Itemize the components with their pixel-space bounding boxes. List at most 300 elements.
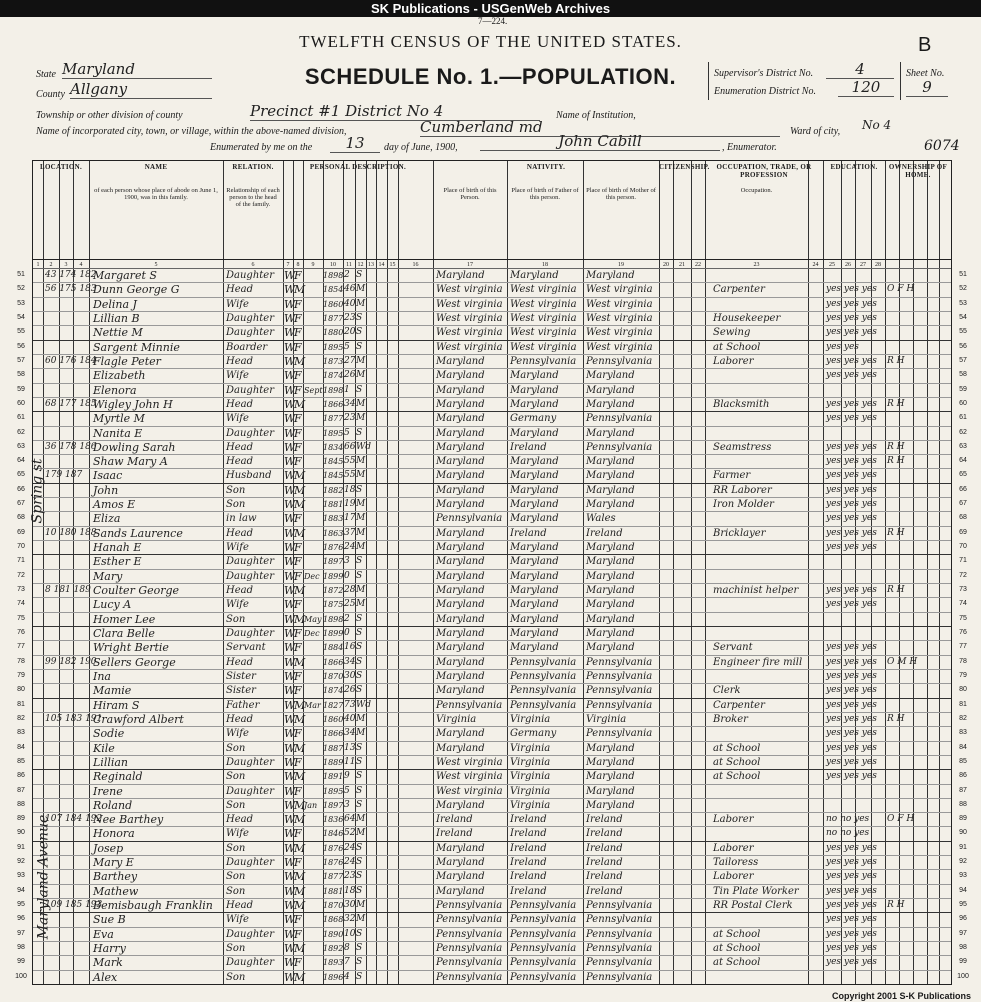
birthplace-cell: Maryland (436, 384, 485, 396)
education-cell: yes yes yes (826, 298, 877, 309)
education-cell: yes yes yes (826, 656, 877, 667)
form-number: 7—224. (478, 16, 508, 26)
father-birthplace-cell: Pennsylvania (510, 971, 577, 983)
color-cell: W (284, 770, 296, 784)
year-cell: 1899 (323, 629, 344, 638)
year-cell: 1895 (323, 786, 344, 796)
sex-cell: F (294, 326, 302, 340)
year-cell: 1881 (323, 886, 344, 896)
color-cell: W (284, 870, 296, 884)
marital-cell: M (356, 814, 366, 825)
father-birthplace-cell: Ireland (510, 527, 547, 539)
birthplace-cell: Maryland (436, 842, 485, 854)
occupation-cell: at School (713, 756, 761, 768)
place-value: Cumberland md (420, 118, 780, 137)
column-group-header: EDUCATION. (830, 163, 878, 171)
color-cell: W (284, 440, 296, 454)
census-table (15, 160, 969, 985)
name-cell: Delina J (93, 297, 137, 311)
color-cell: W (284, 483, 296, 497)
year-cell: 1863 (323, 528, 344, 538)
education-cell: yes yes yes (826, 312, 877, 323)
occupation-cell: Carpenter (713, 284, 765, 296)
birthplace-cell: Maryland (436, 885, 485, 897)
birthplace-cell: Maryland (436, 470, 485, 482)
name-column-header: of each person whose place of abode on June 1, 1900, was in this family. (94, 187, 218, 201)
age-cell: 26 (344, 370, 356, 381)
marital-cell: S (356, 312, 363, 323)
occupation-column-header: Occupation. (740, 187, 773, 194)
column-group-header: PERSONAL DESCRIPTION. (309, 163, 407, 171)
sex-cell: F (294, 369, 302, 383)
year-cell: 1893 (323, 958, 344, 968)
year-cell: 1899 (323, 571, 344, 581)
education-cell: yes yes yes (826, 585, 877, 596)
birthplace-cell: West virginia (436, 327, 503, 339)
location-cell: 8 181 189 (45, 585, 91, 596)
row-number-right: 99 (959, 958, 967, 966)
sex-cell: F (294, 598, 302, 612)
age-cell: 55 (344, 456, 356, 467)
education-cell: yes yes yes (826, 857, 877, 868)
name-cell: Nettie M (93, 326, 143, 340)
mother-birthplace-cell: Maryland (586, 370, 635, 382)
home-cell: R H (887, 456, 905, 467)
ward-value: No 4 (862, 118, 892, 132)
education-cell: yes yes yes (826, 599, 877, 610)
education-cell: yes yes yes (826, 943, 877, 954)
year-cell: 1892 (323, 944, 344, 954)
marital-cell: M (356, 599, 366, 610)
mother-birthplace-cell: Ireland (586, 828, 623, 840)
location-cell: 43 174 182 (45, 270, 97, 280)
name-cell: Elizabeth (93, 369, 146, 383)
color-cell: W (284, 469, 296, 483)
row-number-left: 80 (17, 686, 25, 694)
marital-cell: S (356, 556, 363, 567)
birthplace-cell: West virginia (436, 298, 503, 310)
year-cell: 1860 (323, 714, 344, 724)
birthplace-cell: Maryland (436, 270, 485, 281)
row-number-right: 82 (959, 714, 967, 722)
age-cell: 20 (344, 327, 356, 338)
color-cell: W (284, 970, 296, 984)
home-cell: R H (887, 713, 905, 724)
district-brace (708, 62, 709, 100)
father-birthplace-cell: Ireland (510, 885, 547, 897)
row-number-right: 92 (959, 858, 967, 866)
marital-cell: M (356, 398, 366, 409)
occupation-cell: Tin Plate Worker (713, 885, 799, 897)
birthplace-cell: Pennsylvania (436, 943, 503, 955)
relation-cell: Father (226, 699, 260, 711)
age-cell: 19 (344, 499, 356, 510)
age-cell: 26 (344, 685, 356, 696)
row-number-left: 99 (17, 958, 25, 966)
sex-cell: F (294, 727, 302, 741)
column-number: 26 (845, 262, 851, 268)
relation-cell: Husband (226, 470, 272, 482)
age-cell: 27 (344, 355, 356, 366)
township-value: Precinct #1 District No 4 (250, 102, 540, 121)
birthplace-cell: Virginia (436, 713, 477, 725)
row-line (33, 741, 951, 742)
age-cell: 73 (344, 699, 356, 710)
education-cell: yes yes yes (826, 456, 877, 467)
occupation-cell: Laborer (713, 355, 754, 367)
occupation-cell: Laborer (713, 842, 754, 854)
mother-birthplace-cell: Pennsylvania (586, 699, 653, 711)
name-cell: Wigley John H (93, 397, 173, 411)
color-cell: W (284, 311, 296, 325)
name-cell: Isaac (93, 469, 123, 483)
day-value: 13 (330, 134, 380, 153)
row-number-right: 86 (959, 772, 967, 780)
sex-cell: F (294, 455, 302, 469)
marital-cell: M (356, 900, 366, 911)
column-number: 14 (378, 262, 385, 268)
row-number-left: 81 (17, 700, 25, 708)
mother-birthplace-cell: Maryland (586, 570, 635, 582)
mother-birthplace-cell: Maryland (586, 785, 635, 797)
marital-cell: M (356, 470, 366, 481)
row-number-left: 59 (17, 385, 25, 393)
mother-birthplace-cell: Maryland (586, 499, 635, 511)
year-cell: 1890 (323, 929, 344, 939)
row-line (33, 798, 951, 799)
column-group-header: NAME (144, 163, 168, 171)
birthplace-cell: Maryland (436, 398, 485, 410)
marital-cell: S (356, 756, 363, 767)
birthplace-cell: West virginia (436, 284, 503, 296)
row-number-right: 85 (959, 757, 967, 765)
marital-cell: M (356, 413, 366, 424)
relation-cell: Wife (226, 413, 249, 425)
row-line (33, 426, 951, 427)
marital-cell: S (356, 928, 363, 939)
row-number-left: 94 (17, 886, 25, 894)
father-birthplace-cell: Ireland (510, 814, 547, 826)
marital-cell: M (356, 828, 366, 839)
birthplace-cell: Maryland (436, 427, 485, 439)
mother-birthplace-cell: Ireland (586, 527, 623, 539)
mother-birthplace-cell: Maryland (586, 642, 635, 654)
father-birthplace-cell: Pennsylvania (510, 656, 577, 668)
name-cell: Roland (93, 798, 133, 812)
education-cell: yes yes yes (826, 484, 877, 495)
column-number: 20 (663, 262, 669, 268)
year-cell: 1884 (323, 643, 344, 653)
row-line (33, 368, 951, 369)
name-cell: Esther E (93, 555, 142, 569)
age-cell: 46 (344, 284, 356, 295)
relation-cell: Son (226, 771, 246, 783)
year-cell: 1827 (323, 700, 344, 710)
marital-cell: S (356, 785, 363, 796)
year-cell: 1868 (323, 915, 344, 925)
birthplace-column-header: Place of birth of this Person. (443, 187, 497, 201)
name-cell: Irene (93, 784, 123, 798)
row-number-left: 67 (17, 500, 25, 508)
father-birthplace-cell: Maryland (510, 513, 559, 525)
relation-cell: Son (226, 885, 246, 897)
age-cell: 66 (344, 441, 356, 452)
education-cell: yes yes yes (826, 699, 877, 710)
year-cell: 1873 (323, 356, 344, 366)
row-number-right: 64 (959, 457, 967, 465)
home-cell: R H (887, 900, 905, 911)
color-cell: W (284, 283, 296, 297)
column-divider (808, 161, 809, 984)
marital-cell: S (356, 742, 363, 753)
row-number-left: 61 (17, 414, 25, 422)
birthplace-cell: Pennsylvania (436, 971, 503, 983)
marital-cell: S (356, 484, 363, 495)
occupation-cell: at School (713, 771, 761, 783)
name-cell: Reginald (93, 770, 143, 784)
father-birthplace-cell: West virginia (510, 327, 577, 339)
father-birthplace-cell: Maryland (510, 542, 559, 554)
sex-cell: M (294, 283, 306, 297)
row-number-left: 84 (17, 743, 25, 751)
birthplace-cell: West virginia (436, 756, 503, 768)
birthplace-cell: Maryland (436, 642, 485, 654)
year-cell: 1876 (323, 858, 344, 868)
sheet-brace (900, 62, 901, 100)
marital-cell: S (356, 842, 363, 853)
year-cell: 1877 (323, 872, 344, 882)
age-cell: 30 (344, 900, 356, 911)
relation-cell: Daughter (226, 957, 274, 969)
column-number: 9 (311, 262, 315, 268)
education-cell: yes yes (826, 341, 859, 352)
row-number-left: 74 (17, 600, 25, 608)
birthplace-cell: Maryland (436, 527, 485, 539)
column-number: 18 (542, 262, 548, 268)
column-divider (433, 161, 434, 984)
name-cell: Dunn George G (93, 283, 180, 297)
birthplace-cell: Pennsylvania (436, 699, 503, 711)
color-cell: W (284, 913, 296, 927)
relation-cell: Wife (226, 599, 249, 611)
age-cell: 24 (344, 857, 356, 868)
education-cell: yes yes yes (826, 771, 877, 782)
color-cell: W (284, 369, 296, 383)
column-number: 23 (753, 262, 760, 268)
father-birthplace-cell: Pennsylvania (510, 943, 577, 955)
mother-birthplace-cell: West virginia (586, 312, 653, 324)
row-number-left: 53 (17, 299, 25, 307)
age-cell: 23 (344, 312, 356, 323)
column-number: 24 (812, 262, 819, 268)
column-number: 17 (467, 262, 473, 268)
education-cell: yes yes yes (826, 470, 877, 481)
year-cell: 1895 (323, 428, 344, 438)
age-cell: 5 (344, 427, 350, 438)
row-number-right: 58 (959, 371, 967, 379)
mother-birthplace-cell: Maryland (586, 470, 635, 482)
year-cell: 1897 (323, 800, 344, 810)
name-cell: Myrtle M (93, 412, 145, 426)
home-cell: R H (887, 585, 905, 596)
color-cell: W (284, 698, 296, 712)
relation-cell: Head (226, 713, 254, 725)
year-cell: 1846 (323, 829, 344, 839)
relation-cell: Wife (226, 914, 249, 926)
home-cell: R H (887, 355, 905, 366)
age-cell: 23 (344, 871, 356, 882)
age-cell: 37 (344, 527, 356, 538)
sex-cell: M (294, 584, 306, 598)
father-birthplace-cell: Maryland (510, 570, 559, 582)
age-cell: 5 (344, 341, 350, 352)
mother-birthplace-cell: Pennsylvania (586, 900, 653, 912)
birthplace-cell: Pennsylvania (436, 928, 503, 940)
column-number: 6 (251, 262, 255, 268)
row-number-left: 93 (17, 872, 25, 880)
color-cell: W (284, 412, 296, 426)
name-cell: Shaw Mary A (93, 455, 168, 469)
year-cell: 1877 (323, 414, 344, 424)
row-number-left: 52 (17, 285, 25, 293)
occupation-cell: Blacksmith (713, 398, 770, 410)
marital-cell: S (356, 971, 363, 982)
age-cell: 28 (344, 585, 356, 596)
sex-cell: F (294, 555, 302, 569)
row-number-left: 76 (17, 629, 25, 636)
relation-cell: in law (226, 513, 257, 525)
column-divider (691, 161, 692, 984)
location-cell: 109 185 193 (45, 900, 103, 911)
color-cell: W (284, 669, 296, 683)
year-cell: 1897 (323, 557, 344, 567)
name-cell: Josep (93, 841, 124, 855)
sex-cell: M (294, 469, 306, 483)
column-number: 12 (357, 262, 364, 268)
occupation-cell: Seamstress (713, 441, 772, 453)
marital-cell: M (356, 370, 366, 381)
birthplace-cell: Maryland (436, 628, 485, 639)
copyright: Copyright 2001 S-K Publications (831, 991, 971, 1001)
institution-label: Name of Institution, (556, 110, 636, 121)
year-cell: 1870 (323, 901, 344, 911)
sex-cell: M (294, 655, 306, 669)
row-line (33, 640, 951, 641)
age-cell: 9 (344, 771, 350, 782)
marital-cell: M (356, 499, 366, 510)
row-number-left: 92 (17, 858, 25, 866)
relation-cell: Head (226, 441, 254, 453)
home-cell: R H (887, 398, 905, 409)
father-birthplace-cell: Maryland (510, 556, 559, 568)
education-cell: yes yes yes (826, 327, 877, 338)
name-cell: Dowling Sarah (93, 440, 176, 454)
color-cell: W (284, 856, 296, 870)
mother-birthplace-cell: Ireland (586, 814, 623, 826)
row-line (33, 569, 951, 570)
occupation-cell: Farmer (713, 470, 751, 482)
relation-cell: Son (226, 842, 246, 854)
sex-cell: F (294, 297, 302, 311)
column-number: 1 (36, 262, 40, 268)
sex-cell: F (294, 956, 302, 970)
marital-cell: S (356, 628, 363, 638)
relation-cell: Boarder (226, 341, 268, 353)
father-birthplace-cell: Maryland (510, 270, 559, 281)
birthplace-cell: West virginia (436, 312, 503, 324)
column-number: 22 (695, 262, 701, 268)
row-number-left: 83 (17, 729, 25, 737)
row-number-left: 90 (17, 829, 25, 837)
sex-cell: F (294, 927, 302, 941)
marital-cell: S (356, 871, 363, 882)
father-birthplace-cell: Ireland (510, 857, 547, 869)
father-birthplace-cell: West virginia (510, 341, 577, 353)
marital-cell: M (356, 456, 366, 467)
column-number: 16 (412, 262, 419, 268)
name-cell: Eva (93, 927, 114, 941)
education-cell: yes yes yes (826, 842, 877, 853)
location-cell: 179 187 (45, 470, 83, 481)
row-number-right: 59 (959, 385, 967, 393)
mother-birthplace-cell: Maryland (586, 742, 635, 754)
birthplace-cell: Maryland (436, 441, 485, 453)
color-cell: W (284, 584, 296, 598)
color-cell: W (284, 598, 296, 612)
education-cell: yes yes yes (826, 513, 877, 524)
row-number-right: 71 (959, 557, 967, 565)
age-cell: 7 (344, 957, 350, 968)
year-cell: 1882 (323, 485, 344, 495)
row-number-left: 100 (15, 972, 27, 980)
education-cell: yes yes yes (826, 871, 877, 882)
row-number-right: 68 (959, 514, 967, 522)
mother-birthplace-cell: West virginia (586, 341, 653, 353)
marital-cell: S (356, 943, 363, 954)
year-cell: 1898 (323, 271, 344, 280)
row-number-left: 56 (17, 342, 25, 350)
father-birthplace-cell: Germany (510, 728, 557, 740)
mother-birthplace-cell: Pennsylvania (586, 670, 653, 682)
occupation-cell: Bricklayer (713, 527, 766, 539)
row-number-right: 69 (959, 528, 967, 536)
birthplace-cell: Maryland (436, 499, 485, 511)
relation-cell: Daughter (226, 556, 274, 568)
marital-cell: M (356, 585, 366, 596)
year-cell: 1898 (323, 614, 344, 624)
year-cell: 1854 (323, 285, 344, 295)
row-line (33, 726, 951, 727)
enumeration-label: Enumeration District No. (714, 86, 816, 97)
home-cell: O F H (887, 814, 915, 825)
occupation-cell: at School (713, 957, 761, 969)
occupation-cell: at School (713, 341, 761, 353)
mother-birthplace-cell: Pennsylvania (586, 943, 653, 955)
father-birthplace-cell: Maryland (510, 384, 559, 396)
name-cell: Mathew (93, 884, 139, 898)
father-birthplace-cell: Virginia (510, 713, 551, 725)
year-cell: 1877 (323, 313, 344, 323)
color-cell: W (284, 741, 296, 755)
side-note-street: Spring st (29, 458, 46, 524)
sheet-letter: B (918, 34, 932, 56)
sex-cell: F (294, 755, 302, 769)
row-number-right: 89 (959, 815, 967, 823)
name-cell: Mark (93, 956, 123, 970)
marital-cell: M (356, 284, 366, 295)
relation-cell: Daughter (226, 570, 274, 582)
relation-cell: Wife (226, 370, 249, 382)
